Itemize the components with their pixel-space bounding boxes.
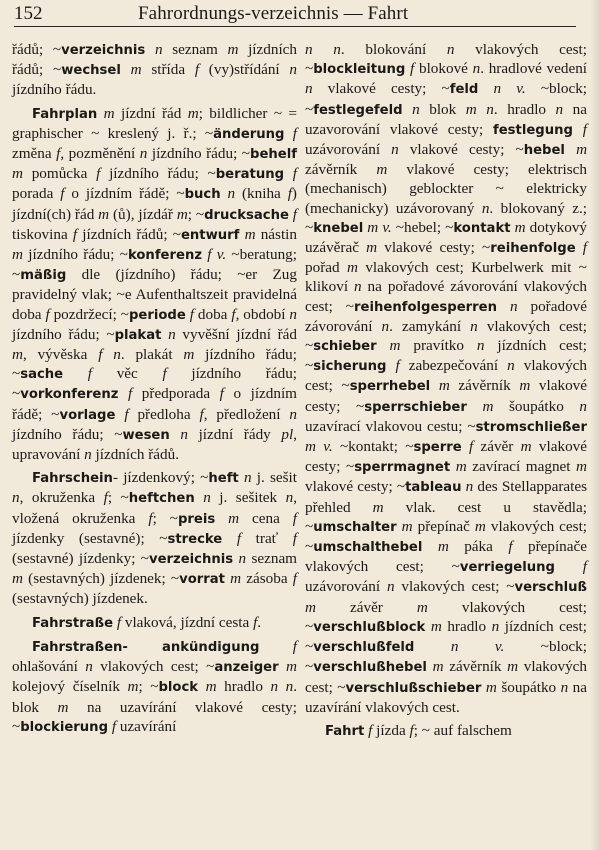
left-column bbox=[12, 40, 297, 737]
dictionary-entry: Fahrstraße f vlaková, jízdní cesta f. bbox=[32, 613, 262, 631]
running-head: Fahrordnungs-verzeichnis — Fahrt bbox=[138, 3, 409, 24]
dictionary-entry: Fahrplan m jízdní řád m; bildlicher ~ = graphischer ~ kreslený j. ř.; ~änderung f změna f, pozměnění n jízdního řádu; ~behelf m pomůcka f jízdního řádu; ~beratung f porada f o jízdním řádě; ~buch n (kniha f) jízdní(ch) řád m (ů), jízdář m; ~drucksache f tiskovina f jízdních řádů; ~entwurf m nástin m jízdního řádu; ~konferenz f v. ~beratung; ~mäßig dle (jízdního) řádu; ~er Zug pravidelný vlak; ~e Aufenthaltszeit pravidelná doba f pozdržecí; ~periode f doba f, období n jízdního řádu; ~plakat n vyvěšní jízdní řád m, vývěska f n. plakát m jízdního řádu; ~sache f věc f jízdního řádu; ~vorkonferenz f předporada f o jízdním řádě; ~vorlage f předloha f, předložení n jízdního řádu; ~wesen n jízdní řády pl, upravování n jízdních řádů. bbox=[12, 104, 298, 464]
dictionary-entry: Fahrt f jízda f; ~ auf falschem bbox=[325, 721, 512, 739]
page-number: 152 bbox=[14, 3, 43, 24]
dictionary-entry: Fahrschein- jízdenkový; ~heft n j. sešit n, okruženka f; ~heftchen n j. sešitek n, vložená okruženka f; ~preis m cena f jízdenky (sestavné); ~strecke f trať f (sestavné) jízdenky; ~verzeichnis n seznam m (sestavných) jízdenek; ~vorrat m zásoba f (sestavných) jízdenek. bbox=[12, 469, 298, 608]
dictionary-entry: Fahrstraßen- ankündigung f ohlašování n vlakových cest; ~anzeiger m kolejový číselník m; ~block m hradlo n n. blok m na uzavírání vlakové cesty; ~blockierung f uzavírání bbox=[12, 637, 298, 735]
right-column bbox=[305, 40, 587, 741]
page-header bbox=[14, 2, 576, 27]
dictionary-entry: řádů; ~verzeichnis n seznam m jízdních řádů; ~wechsel m střída f (vy)střídání n jízdního řádu. bbox=[12, 41, 298, 99]
page-edge-shadow bbox=[590, 0, 600, 850]
dictionary-entry: n n. blokování n vlakových cest; ~blockleitung f blokové n. hradlové vedení n vlakové cesty; ~feld n v. ~block; ~festlegefeld n blok m n. hradlo n na uzavorování vlakové cesty; festlegung f uzávorování n vlakové cesty; ~hebel m závěrník m vlakové cesty; elektrisch (mechanisch) geblockter ~ elektricky (mechanicky) uzávorovaný n. blokovaný z.; ~knebel m v. ~hebel; ~kontakt m dotykový uzávěrač m vlakové cesty; ~reihenfolge f pořad m vlakových cest; Kurbelwerk mit ~ klikoví n na pořadové závorování vlakových cest; ~reihenfolgesperren n pořadové závorování n. zamykání n vlakových cest; ~schieber m pravítko n jízdních cest; ~sicherung f zabezpečování n vlakových cest; ~sperrhebel m závěrník m vlakové cesty; ~sperrschieber m šoupátko n uzavírací vlakovou cestu; ~stromschließer m v. ~kontakt; ~sperre f závěr m vlakové cesty; ~sperrmagnet m zavírací magnet m vlakové cesty; ~tableau n des Stellapparates přehled m vlak. cest u stavědla; ~umschalter m přepínač m vlakových cest; ~umschalthebel m páka f přepínače vlakových cest; ~verriegelung f uzávorování n vlakových cest; ~verschluß m závěr m vlakových cest; ~verschlußblock m hradlo n jízdních cest; ~verschlußfeld n v. ~block; ~verschlußhebel m závěrník m vlakových cest; ~verschlußschieber m šoupátko n na uzavírání vlakových cest. bbox=[305, 41, 588, 716]
